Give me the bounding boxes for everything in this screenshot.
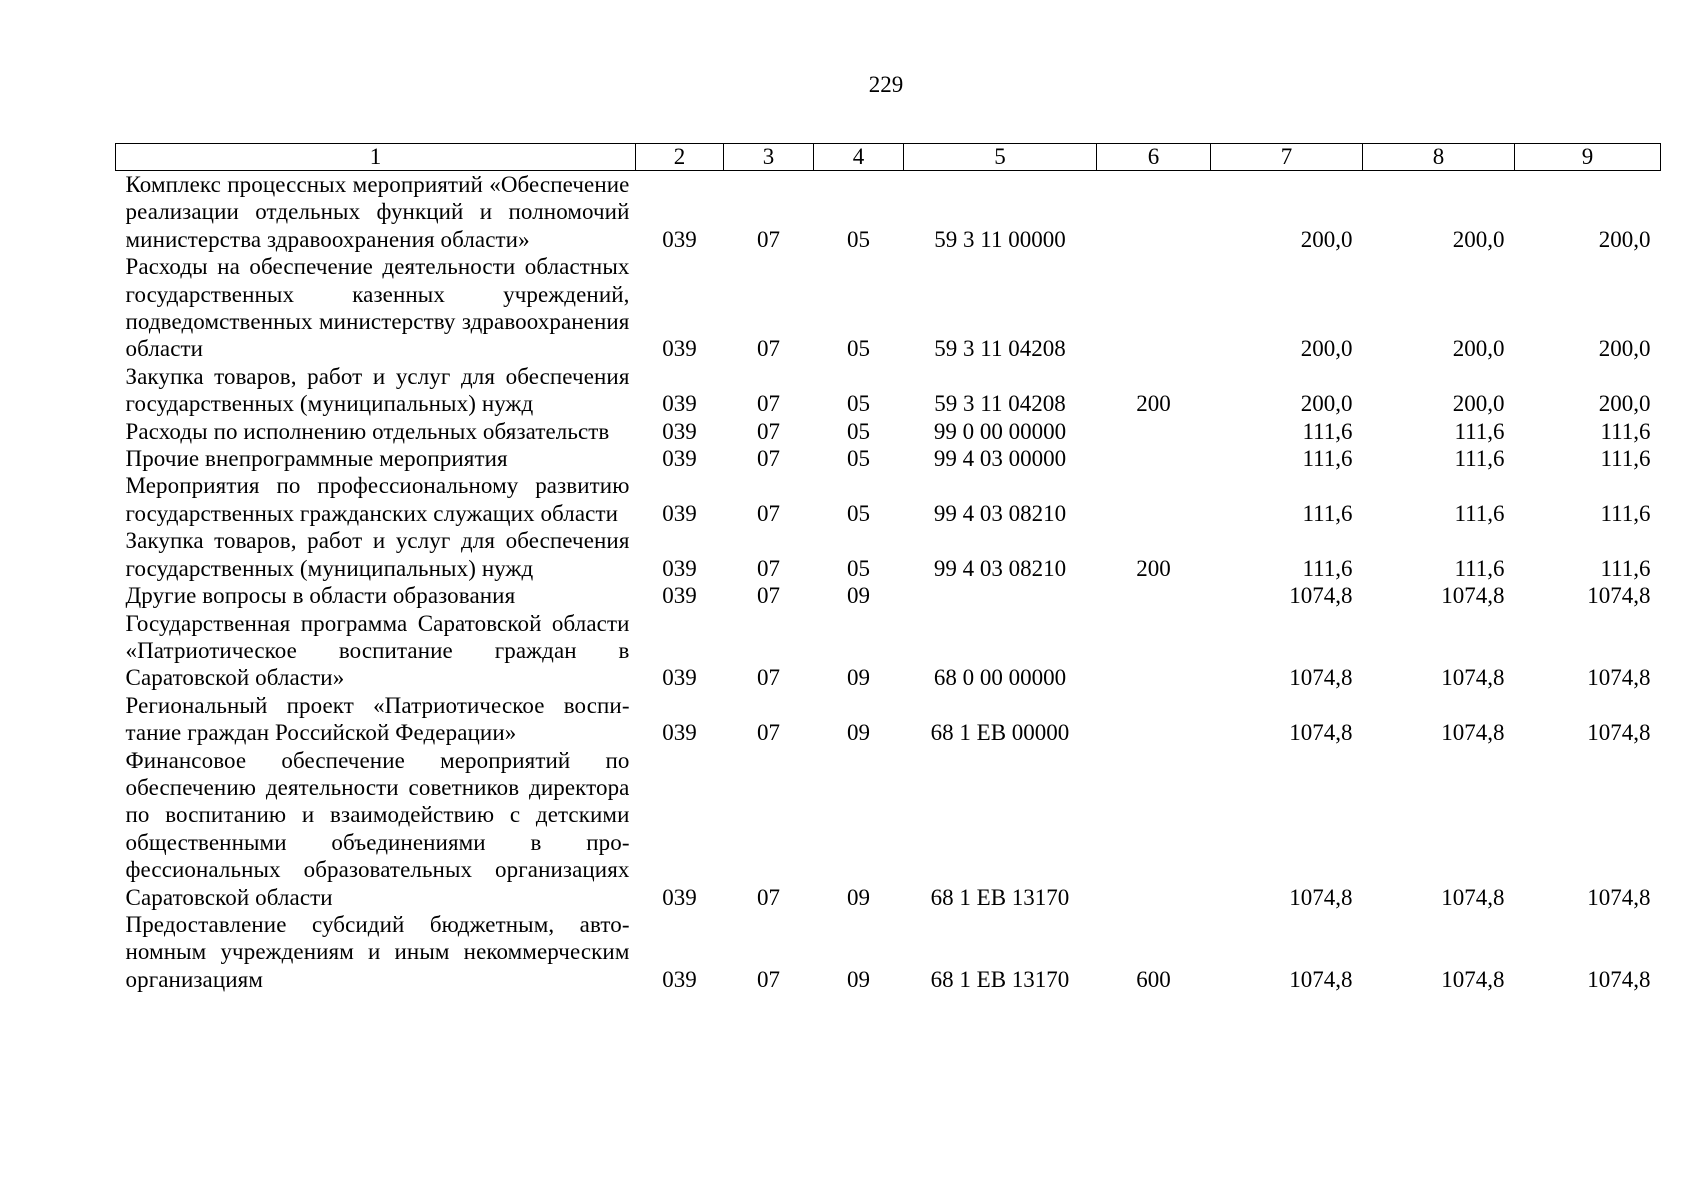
col-3-cell: 07 (757, 555, 780, 581)
col-7-cell: 1074,8 (1289, 884, 1353, 910)
table-row (116, 747, 1661, 911)
row-name: Мероприятия по профессиональному развитию государственных гражданских служащих области (125, 473, 630, 526)
col-5-cell: 68 0 00 00000 (933, 665, 1067, 691)
col-4-cell: 09 (847, 665, 870, 691)
col-5-cell: 59 3 11 00000 (934, 226, 1066, 252)
col-5-cell: 99 4 03 08210 (933, 555, 1067, 581)
col-6-cell: 600 (1136, 966, 1171, 992)
col-8-cell: 1074,8 (1441, 583, 1505, 609)
table-row (116, 527, 1661, 582)
col-2-cell: 039 (662, 966, 697, 992)
col-7-cell: 111,6 (1302, 446, 1353, 472)
header-col-1: 1 (116, 144, 636, 171)
row-name: Государственная программа Саратовской области «Патриотическое воспитание граждан в Саратовской области» (125, 610, 630, 691)
col-4-cell: 05 (847, 555, 870, 581)
col-8-cell: 200,0 (1452, 336, 1505, 362)
col-6-cell: 200 (1136, 391, 1171, 417)
col-2-cell: 039 (662, 884, 697, 910)
row-name: Региональный проект «Патриотическое воспитание граждан Российской Федерации» (125, 692, 630, 746)
col-4-cell: 05 (847, 418, 870, 444)
col-6-cell: 200 (1136, 555, 1171, 581)
col-5-cell: 59 3 11 04208 (934, 391, 1066, 417)
col-2-cell: 039 (662, 391, 697, 417)
row-name: Финансовое обеспечение мероприятий по обеспечению деятельности советников директора по воспитанию и взаимодействию с детскими общественными объединениями в профессиональных образовательных организациях Саратовской области (125, 747, 630, 910)
col-6-cell (1097, 418, 1211, 445)
col-9-cell: 1074,8 (1587, 884, 1651, 910)
col-4-cell: 09 (847, 583, 870, 609)
col-3-cell: 07 (757, 500, 780, 526)
col-3-cell: 07 (757, 418, 780, 444)
col-8-cell: 1074,8 (1441, 720, 1505, 746)
col-5-cell: 68 1 ЕВ 13170 (930, 884, 1070, 910)
col-7-cell: 1074,8 (1289, 583, 1353, 609)
col-6-cell (1097, 582, 1211, 609)
table-row (116, 253, 1661, 363)
row-name: Предоставление субсидий бюджетным, автономным учреждениям и иным некоммерческим организациям (125, 911, 630, 992)
col-7-cell: 111,6 (1302, 418, 1353, 444)
col-2-cell: 039 (662, 336, 697, 362)
col-3-cell: 07 (757, 720, 780, 746)
header-col-7: 7 (1211, 144, 1363, 171)
row-name: Комплекс процессных мероприятий «Обеспечение реализации отдельных функций и полномочий министерства здравоохранения области» (125, 172, 630, 252)
col-5-cell: 99 4 03 00000 (933, 446, 1067, 472)
table-row (116, 445, 1661, 472)
col-9-cell: 1074,8 (1587, 720, 1651, 746)
table-body (116, 171, 1661, 994)
row-name: Закупка товаров, работ и услуг для обеспечения государственных (муниципальных) нужд (125, 528, 630, 581)
col-8-cell: 1074,8 (1441, 884, 1505, 910)
col-8-cell: 200,0 (1452, 391, 1505, 417)
col-3-cell: 07 (757, 966, 780, 992)
col-2-cell: 039 (662, 446, 697, 472)
col-8-cell: 111,6 (1454, 418, 1505, 444)
row-name: Закупка товаров, работ и услуг для обеспечения государственных (муниципальных) нужд (125, 363, 630, 417)
col-9-cell: 111,6 (1600, 500, 1651, 526)
col-7-cell: 200,0 (1300, 391, 1353, 417)
col-5-cell: 68 1 ЕВ 13170 (930, 966, 1070, 992)
table-row (116, 911, 1661, 993)
col-9-cell: 1074,8 (1587, 665, 1651, 691)
table-row (116, 171, 1661, 254)
col-2-cell: 039 (662, 555, 697, 581)
col-3-cell: 07 (757, 665, 780, 691)
col-6-cell (1097, 472, 1211, 527)
table-row (116, 363, 1661, 418)
col-6-cell (1097, 747, 1211, 911)
table-row (116, 418, 1661, 445)
col-9-cell: 200,0 (1598, 336, 1651, 362)
col-7-cell: 200,0 (1300, 336, 1353, 362)
header-row (116, 144, 1661, 171)
col-4-cell: 05 (847, 391, 870, 417)
col-5-cell (904, 582, 1097, 609)
col-4-cell: 05 (847, 500, 870, 526)
col-4-cell: 05 (847, 336, 870, 362)
row-name: Другие вопросы в области образования (125, 583, 516, 609)
col-6-cell (1097, 171, 1211, 254)
col-7-cell: 1074,8 (1289, 720, 1353, 746)
col-4-cell: 09 (847, 966, 870, 992)
row-name: Расходы по исполнению отдельных обязательств (125, 418, 610, 444)
col-2-cell: 039 (662, 500, 697, 526)
col-8-cell: 111,6 (1454, 500, 1505, 526)
col-4-cell: 05 (847, 226, 870, 252)
row-name: Расходы на обеспечение деятельности областных государственных казенных учреждений, подведомственных министерству здравоохранения области (125, 254, 630, 362)
col-5-cell: 59 3 11 04208 (934, 336, 1066, 362)
table-row (116, 472, 1661, 527)
header-col-2: 2 (636, 144, 724, 171)
col-8-cell: 111,6 (1454, 446, 1505, 472)
col-5-cell: 68 1 ЕВ 00000 (930, 720, 1070, 746)
col-7-cell: 111,6 (1302, 555, 1353, 581)
row-name: Прочие внепрограммные мероприятия (125, 446, 508, 472)
col-2-cell: 039 (662, 418, 697, 444)
col-6-cell (1097, 692, 1211, 747)
header-col-3: 3 (724, 144, 814, 171)
col-2-cell: 039 (662, 720, 697, 746)
header-col-8: 8 (1363, 144, 1515, 171)
col-9-cell: 200,0 (1598, 226, 1651, 252)
col-8-cell: 1074,8 (1441, 966, 1505, 992)
col-6-cell (1097, 610, 1211, 692)
col-9-cell: 111,6 (1600, 555, 1651, 581)
table-row (116, 610, 1661, 692)
col-7-cell: 200,0 (1300, 226, 1353, 252)
col-8-cell: 200,0 (1452, 226, 1505, 252)
col-2-cell: 039 (662, 583, 697, 609)
col-7-cell: 1074,8 (1289, 966, 1353, 992)
col-4-cell: 09 (847, 720, 870, 746)
budget-table (115, 143, 1661, 993)
col-3-cell: 07 (757, 336, 780, 362)
col-4-cell: 05 (847, 446, 870, 472)
col-6-cell (1097, 445, 1211, 472)
col-5-cell: 99 4 03 08210 (933, 500, 1067, 526)
col-3-cell: 07 (757, 583, 780, 609)
col-4-cell: 09 (847, 884, 870, 910)
table-header (116, 144, 1661, 171)
col-6-cell (1097, 253, 1211, 363)
col-2-cell: 039 (662, 665, 697, 691)
header-col-9: 9 (1515, 144, 1661, 171)
header-col-6: 6 (1097, 144, 1211, 171)
col-3-cell: 07 (757, 446, 780, 472)
col-7-cell: 1074,8 (1289, 665, 1353, 691)
col-8-cell: 111,6 (1454, 555, 1505, 581)
col-8-cell: 1074,8 (1441, 665, 1505, 691)
col-5-cell: 99 0 00 00000 (933, 418, 1067, 444)
col-9-cell: 111,6 (1600, 446, 1651, 472)
col-2-cell: 039 (662, 226, 697, 252)
col-3-cell: 07 (757, 391, 780, 417)
col-9-cell: 111,6 (1600, 418, 1651, 444)
table-row (116, 692, 1661, 747)
col-7-cell: 111,6 (1302, 500, 1353, 526)
col-3-cell: 07 (757, 884, 780, 910)
col-9-cell: 200,0 (1598, 391, 1651, 417)
page-number: 229 (868, 72, 904, 97)
table-row (116, 582, 1661, 609)
col-9-cell: 1074,8 (1587, 966, 1651, 992)
header-col-5: 5 (904, 144, 1097, 171)
col-3-cell: 07 (757, 226, 780, 252)
col-9-cell: 1074,8 (1587, 583, 1651, 609)
header-col-4: 4 (814, 144, 904, 171)
